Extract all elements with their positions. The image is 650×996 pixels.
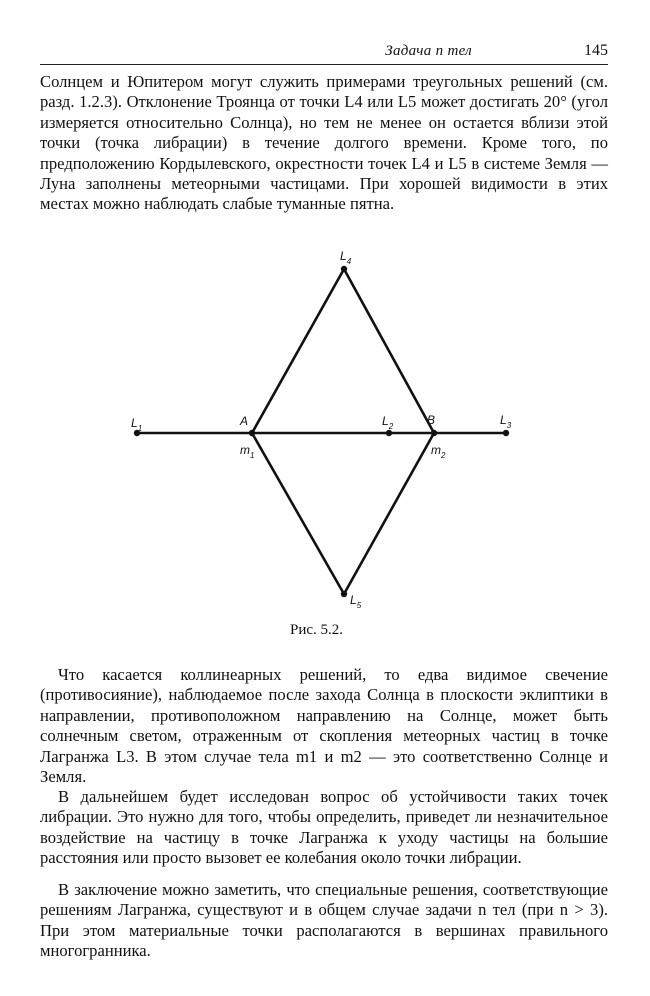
paragraph-trojans: Солнцем и Юпитером могут служить примерами треугольных решений (см. разд. 1.2.3). Отклонение Троянца от точки L4 или L5 может достигать 20° (угол измеряется относительно Солнца), но тем не менее он остается вблизи этой точки (точка либрации) в течение долгого времени. Кроме того, по предположению Кордылевского, окрестности точек L4 и L5 в системе Земля — Луна заполнены метеорными частицами. При хорошей видимости в этих местах можно наблюдать слабые туманные пятна.: [40, 72, 608, 214]
point-l3: [503, 430, 509, 436]
edge-l4-b: [344, 269, 434, 433]
paragraph-stability: В дальнейшем будет исследован вопрос об устойчивости таких точек либрации. Это нужно для того, чтобы определить, приведет ли незначительное воздействие на частицу в точке Лагранжа к уходу частицы на большие расстояния или просто вызовет ее колебания около точки либрации.: [40, 787, 608, 868]
edge-l5-b: [344, 433, 434, 594]
page-header: [40, 34, 608, 65]
point-a: [249, 430, 255, 436]
paragraph-conclusion: В заключение можно заметить, что специальные решения, соответствующие решениям Лагранжа, существуют и в общем случае задачи n тел (при n > 3). При этом материальные точки располагаются в вершинах правильного многогранника.: [40, 880, 608, 961]
point-l4: [341, 266, 347, 272]
label-l1: $L_1$: [131, 416, 143, 433]
page-number: 145: [584, 42, 608, 59]
label-l2: $L_2$: [382, 414, 394, 431]
label-l4: $L_4$: [340, 249, 352, 266]
edge-a-l5: [252, 433, 344, 594]
label-m2: $m_2$: [431, 443, 446, 460]
label-m1: $m_1$: [240, 443, 255, 460]
paragraph-collinear: Что касается коллинеарных решений, то едва видимое свечение (противосияние), наблюдаемое после захода Солнца в плоскости эклиптики в направлении, противоположном направлению на Солнце, может быть солнечным светом, отраженным от скопления метеорных частиц в точке Лагранжа L3. В этом случае тела m1 и m2 — это соответственно Солнце и Земля.: [40, 665, 608, 787]
point-b: [431, 430, 437, 436]
label-l3: $L_3$: [500, 413, 512, 430]
figure-caption: Рис. 5.2.: [290, 622, 344, 638]
edge-a-l4: [252, 269, 344, 433]
label-b: B: [427, 413, 436, 427]
point-l5: [341, 591, 347, 597]
label-l5: $L_5$: [350, 593, 362, 610]
running-title: Задача n тел: [385, 43, 472, 59]
lagrange-points-figure: [0, 240, 650, 620]
label-a: A: [240, 414, 249, 428]
